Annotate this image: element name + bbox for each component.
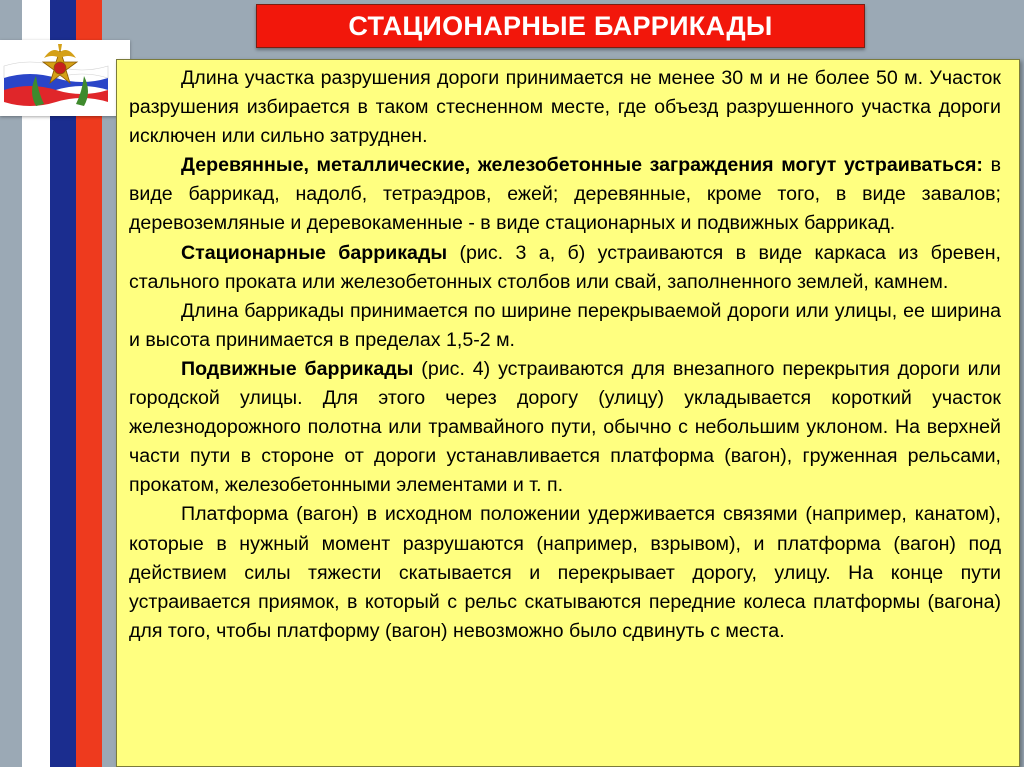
title-bar [256,4,865,48]
paragraph-6-text: Платформа (вагон) в исходном положении удерживается связями (например, канатом), которые в нужный момент разрушаются (например, взрывом), и платформа (вагон) под действием силы тяжести скатывается и перекрывает дорогу, улицу. На конце пути устраивается приямок, в который с рельс скатываются передние колеса платформы (вагона) для того, чтобы платформу (вагон) невозможно было сдвинуть с места. [129,503,1001,642]
paragraph-3 [129,239,1001,297]
paragraph-1 [129,64,1001,151]
paragraph-4-text: Длина баррикады принимается по ширине перекрываемой дороги или улицы, ее ширина и высота принимается в пределах 1,5-2 м. [129,299,1001,351]
paragraph-3-bold: Стационарные баррикады [181,241,448,264]
paragraph-6 [129,500,1001,645]
paragraph-5 [129,355,1001,500]
content-box [116,59,1020,767]
paragraph-2-text: в виде баррикад, надолб, тетраэдров, ежей; деревянные, кроме того, в виде завалов; деревоземляные и деревокаменные - в виде стационарных и подвижных баррикад. [129,154,1002,235]
paragraph-3-text: (рис. 3 а, б) устраиваются в виде каркаса из бревен, стального проката или железобетонных столбов или свай, заполненного землей, камнем. [129,241,1001,293]
russian-military-emblem-icon [0,40,130,116]
paragraph-2 [129,151,1001,238]
paragraph-1-text: Длина участка разрушения дороги принимается не менее 30 м и не более 50 м. Участок разрушения избирается в таком стесненном месте, где объезд разрушенного участка дороги исключен или сильно затруднен. [129,67,1001,148]
paragraph-2-bold: Деревянные, металлические, железобетонные заграждения могут устраиваться: [181,154,983,177]
paragraph-5-bold: Подвижные баррикады [181,357,414,380]
paragraph-5-text: (рис. 4) устраиваются для внезапного перекрытия дороги или городской улицы. Для этого через дорогу (улицу) укладывается короткий участок железнодорожного полотна или трамвайного пути, обычно с небольшим уклоном. На верхней части пути в стороне от дороги устанавливается платформа (вагон), груженная рельсами, прокатом, железобетонными элементами и т. п. [129,357,1002,497]
body-text [129,64,1001,646]
paragraph-4 [129,297,1001,355]
slide-title: СТАЦИОНАРНЫЕ БАРРИКАДЫ [348,10,773,41]
emblem-logo [0,40,130,116]
